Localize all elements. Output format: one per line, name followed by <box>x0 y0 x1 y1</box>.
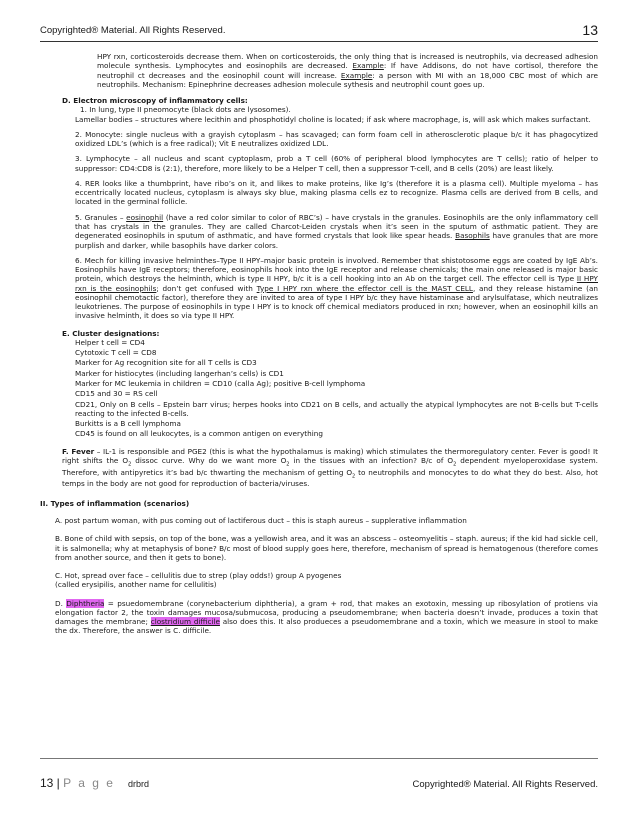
header-page-number: 13 <box>582 22 598 38</box>
intro-text-c: : a person with MI with an 18,000 CBC most of which are neutrophils. Mechanism: Epinephrine decreases adhesion molecule sythesis and neutrophil count goes up. <box>97 70 599 89</box>
section-e-title: E. Cluster designations: <box>62 328 160 338</box>
cluster-designation-line: Helper t cell = CD4 <box>75 337 145 347</box>
page-header <box>40 22 598 40</box>
intro-paragraph <box>97 52 598 89</box>
item-5-text-c: have granules that are more purplish and darker, while basophils have darker colors. <box>75 231 598 250</box>
section-f-title: F. Fever <box>62 446 95 456</box>
section-d-item-4: 4. RER looks like a thumbprint, have ribo’s on it, and likes to make proteins, like Ig’s (therefore it is a plasma cell). Multiple myeloma – has eccentrically located nucleus, cytoplasm is always sky blue, making plasma cells ez to recognize. Plasma cells are derived from B cells, and located in the germinal follicle. <box>75 178 598 207</box>
section-d-item-1a: 1. In lung, type II pneomocyte (black dots are lysosomes). <box>80 105 291 115</box>
header-copyright: Copyrighted® Material. All Rights Reserved. <box>40 25 226 36</box>
example-label-1: Example <box>352 61 384 71</box>
section-d-item-6 <box>75 256 598 321</box>
cluster-designation-line: CD15 and 30 = RS cell <box>75 389 158 399</box>
type-ii-hpy-term: II HPY rxn is the eosinophils <box>75 274 598 293</box>
cluster-designation-line: Marker for Ag recognition site for all T cells is CD3 <box>75 358 257 368</box>
intro-text-a: HPY rxn, corticosteroids decrease them. When on corticosteroids, the only thing that is increased is neutrophils, via decreased adhesion molecule synthesis. Lymphocytes and eosinophils are decreased. <box>97 52 598 71</box>
footer-author: drbrd <box>128 779 150 789</box>
fever-text-b: dissoc curve. Why do we want more O <box>131 455 287 465</box>
cluster-designation-line: Burkitts is a B cell lymphoma <box>75 419 181 429</box>
scenario-d <box>55 599 598 636</box>
header-divider <box>40 41 598 42</box>
section-ii-title: II. Types of inflammation (scenarios) <box>40 498 190 508</box>
cluster-designation-line: CD45 is found on all leukocytes, is a common antigen on everything <box>75 429 323 439</box>
page-footer <box>40 776 598 794</box>
scenario-c-line-2: (called erysipilis, another name for cellulitis) <box>55 580 217 590</box>
cluster-designation-line: Marker for MC leukemia in children = CD10 (calla Ag); positive B-cell lymphoma <box>75 378 366 388</box>
item-6-text-b: ; don’t get confused with <box>156 283 257 293</box>
footer-page-label <box>40 776 115 790</box>
footer-page-number: 13 | <box>40 776 64 790</box>
subscript-2: 2 <box>286 461 290 468</box>
intro-text-b: : If have Addisons, do not have cortisol, therefore the neutrophil ct decreases and the eosinophil count will increase. <box>97 61 598 80</box>
document-body <box>40 52 598 636</box>
fever-text-a: – IL-1 is responsible and PGE2 (this is what the hypothalamus is making) which stimulates the thermoregulatory center. Fever is good! It right shifts the O <box>62 446 598 465</box>
cluster-designation-line: Marker for histiocytes (including langerhan’s cells) is CD1 <box>75 368 284 378</box>
section-d-item-1b: Lamellar bodies – structures where lecithin and phosphotidyl choline is located; if ask where macrophage, is, will ask which makes surfactant. <box>75 114 591 124</box>
fever-text-e: to neutrophils and monocytes to do what they do best. Also, hot temps in the body are not good for reproduction of bacteria/viruses. <box>62 467 598 489</box>
section-f-paragraph <box>62 447 598 489</box>
scenario-d-text-a: D. <box>55 598 67 608</box>
footer-divider <box>40 758 598 759</box>
fever-text-d: dependent myeloperoxidase system. Therefore, with antipyretics it’s bad b/c thwarting the mechanism of getting O <box>62 455 598 477</box>
footer-page-word: P a g e <box>63 776 115 790</box>
subscript-2: 2 <box>453 461 457 468</box>
eosinophil-term: eosinophil <box>126 212 164 222</box>
scenario-d-text-b: = psuedomembrane (corynebacterium diphtheria), a gram + rod, that makes an exotoxin, messing up ribosylation of protiens via elongation factor 2, the toxin damages mucosa/submucosa, producing a pseudomembrane; when bacteria doesn’t invade, produces a toxin that damages the membrane; <box>55 598 598 627</box>
scenario-d-text-c: also does this. It also produeces a pseudomembrane and a toxin, which we measure in stool to make the dx. Therefore, the answer is C. difficile. <box>55 617 598 636</box>
clostridium-highlight: clostridium difficile <box>150 617 220 627</box>
scenario-b: B. Bone of child with sepsis, on top of the bone, was a yellowish area, and it was an abscess – osteomyelitis – staph. aureus; if the kid had sickle cell, it is salmonella; why at metaphysis of bone? B/c most of blood supply goes here, therefore, mechanism of spread is hematogenous (therefore comes from another source, and then it gets to bone). <box>55 534 598 562</box>
cluster-designation-line: CD21, Only on B cells – Epstein barr virus; herpes hooks into CD21 on B cells, and actually the atypical lymphocytes are not B-cells but T-cells reacting to the infected B-cells. <box>75 399 598 418</box>
scenario-c-line-1: C. Hot, spread over face – cellulitis due to strep (play odds!) group A pyogenes <box>55 571 342 581</box>
footer-copyright: Copyrighted® Material. All Rights Reserved. <box>412 779 598 790</box>
basophils-term: Basophils <box>455 231 490 241</box>
item-6-text-a: 6. Mech for killing invasive helminthes–Type II HPY–major basic protein is involved. Remember that shistotosome eggs are coated by IgE Ab’s. Eosinophils have IgE receptors; therefore, eosinophils hook into the IgE receptor and release chemicals; the main one released is major basic protein, which destroys the helminth, which is type II HPY, b/c it is a cell hooking into an Ab on the target cell. The effector cell is Type <box>75 255 598 284</box>
cluster-designation-line: Cytotoxic T cell = CD8 <box>75 348 157 358</box>
cluster-designation-list <box>40 338 598 439</box>
section-d-item-2: 2. Monocyte: single nucleus with a grayish cytoplasm – has scavaged; can form foam cell in atherosclerotic plaque b/c it has phagocytized oxidized LDL’s (which is a free radical); Vit E neutralizes oxidized LDL. <box>75 129 598 149</box>
diphtheria-highlight: Diphtheria <box>66 598 105 608</box>
section-d-title: D. Electron microscopy of inflammatory cells: <box>62 96 248 106</box>
scenario-a: A. post partum woman, with pus coming out of lactiferous duct – this is staph aureus – supplerative inflammation <box>55 516 467 526</box>
item-6-text-c: , and they release histamine (an eosinophil chemotactic factor), therefore they are invited to area of type I HPY b/c they have histaminase and arylsulfatase, which neutralizes leukotrienes. The purpose of eosinophils in type I HPY is to knock off chemical mediators produced in rxn; however, when an eosinophil kills an invasive helminth, it does so via type II HPY. <box>75 283 599 321</box>
section-d-item-3: 3. Lymphocyte – all nucleus and scant cyptoplasm, prob a T cell (60% of peripheral blood lymphocytes are T cells); ratio of helper to suppressor: CD4:CD8 is (2:1), therefore, more likely to be a Helper T cell, then a suppressor T-cell, and B cells (20%) are least likely. <box>75 154 598 173</box>
item-5-text-a: 5. Granules – <box>75 212 127 222</box>
section-d-item-5 <box>75 213 598 250</box>
fever-text-c: in the tissues with an infection? B/c of O <box>289 455 454 465</box>
subscript-2: 2 <box>128 461 132 468</box>
item-5-text-b: (have a red color similar to color of RBC’s) – have crystals in the granules. Eosinophils are the only inflammatory cell that has crystals in the granules. They are called Charcot-Leiden crystals when it’s seen in the sputum of asthmatic patient. They are degenerated eosinophils in sputum of asthmatic, and have formed crystals that look like spear heads. <box>75 212 598 241</box>
subscript-2: 2 <box>352 473 356 480</box>
type-i-hpy-term: Type I HPY rxn where the effector cell is the MAST CELL <box>256 283 473 293</box>
example-label-2: Example <box>340 70 373 80</box>
